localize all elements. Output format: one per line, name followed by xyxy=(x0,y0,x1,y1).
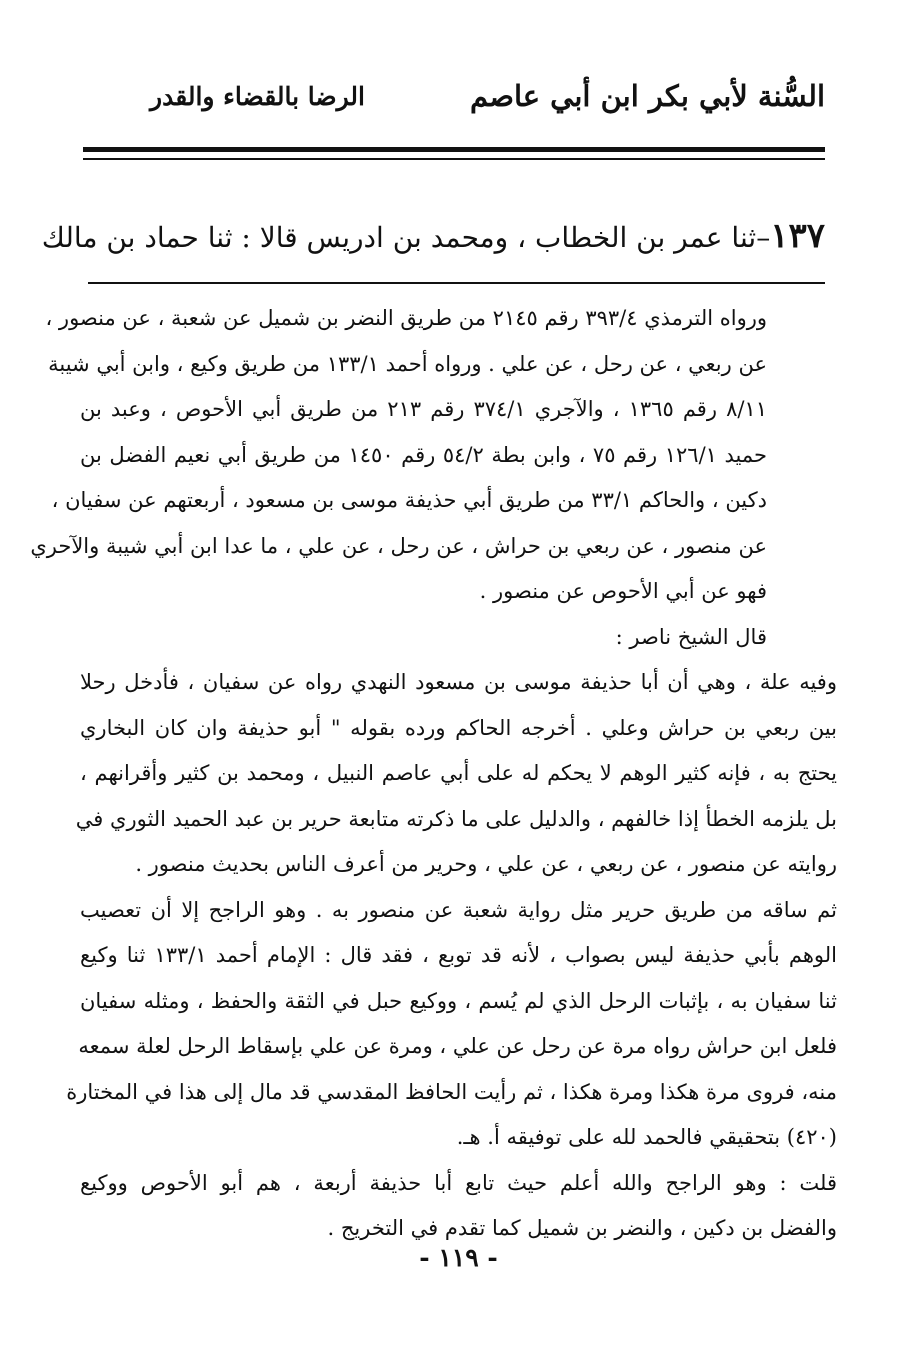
text-line: ثنا سفيان به ، بإثبات الرحل الذي لم يُسم ، ووكيع حبل في الثقة والحفظ ، ومثله سفيان xyxy=(80,988,837,1013)
text-line: ثم ساقه من طريق حرير مثل رواية شعبة عن منصور به . وهو الراجح إلا أن تعصيب xyxy=(80,897,837,922)
text-line: حميد ١٢٦/١ رقم ٧٥ ، وابن بطة ٥٤/٢ رقم ١٤٥٠ من طريق أبي نعيم الفضل بن xyxy=(80,442,767,467)
text-line: بين ربعي بن حراش وعلي . أخرجه الحاكم ورده بقوله " أبو حذيفة وان كان البخاري xyxy=(80,715,837,740)
text-line: عن منصور ، عن ربعي بن حراش ، عن رحل ، عن علي ، ما عدا ابن أبي شيبة والآحري xyxy=(30,533,767,558)
hadith-heading xyxy=(41,216,825,257)
text-line: فهو عن أبي الأحوص عن منصور . xyxy=(479,579,767,603)
text-line: وفيه علة ، وهي أن أبا حذيفة موسى بن مسعود النهدي رواه عن سفيان ، فأدخل رحلا xyxy=(80,670,837,694)
text-line: (٤٢٠) بتحقيقي فالحمد لله على توفيقه أ. هـ. xyxy=(456,1125,837,1149)
hadith-rule xyxy=(88,282,825,284)
text-line: منه، فروى مرة هكذا ومرة هكذا ، ثم رأيت الحافظ المقدسي قد مال إلى هذا في المختارة xyxy=(66,1079,837,1104)
text-line: فلعل ابن حراش رواه مرة عن رحل عن علي ، ومرة عن علي بإسقاط الرحل لعلة سمعه xyxy=(78,1034,837,1058)
header-rule-thin xyxy=(83,158,825,160)
header-rule-thick xyxy=(83,147,825,152)
text-line: ٨/١١ رقم ١٣٦٥ ، والآجري ٣٧٤/١ رقم ٢١٣ من طريق أبي الأحوص ، وعبد بن xyxy=(80,397,767,421)
text-line: قال الشيخ ناصر : xyxy=(615,624,767,649)
page-number: - ١١٩ - xyxy=(419,1243,498,1272)
chapter-title: الرضا بالقضاء والقدر xyxy=(150,81,365,111)
text-line: بل يلزمه الخطأ إذا خالفهم ، والدليل على ما ذكرته متابعة حرير بن عبد الحميد الثوري في xyxy=(75,806,837,831)
text-line: قلت : وهو الراجح والله أعلم حيث تابع أبا حذيفة أربعة ، هم أبو الأحوص ووكيع xyxy=(80,1170,837,1195)
text-line: دكين ، والحاكم ٣٣/١ من طريق أبي حذيفة موسى بن مسعود ، أربعتهم عن سفيان ، xyxy=(51,488,767,512)
book-title: السُّنة لأبي بكر ابن أبي عاصم xyxy=(470,79,825,113)
text-line: يحتج به ، فإنه كثير الوهم لا يحكم له على أبي عاصم النبيل ، ومحمد بن كثير وأقرانهم ، xyxy=(80,761,838,785)
hadith-number: ١٣٧ xyxy=(770,216,825,256)
hadith-text: –ثنا عمر بن الخطاب ، ومحمد بن ادريس قالا : ثنا حماد بن مالك xyxy=(41,221,771,254)
text-line: الوهم بأبي حذيفة ليس بصواب ، لأنه قد توبع ، فقد قال : الإمام أحمد ١٣٣/١ ثنا وكيع xyxy=(80,943,838,967)
text-line: روايته عن منصور ، عن ربعي ، عن علي ، وحرير من أعرف الناس بحديث منصور . xyxy=(135,852,837,876)
running-header xyxy=(150,68,825,124)
text-line: ورواه الترمذي ٣٩٣/٤ رقم ٢١٤٥ من طريق النضر بن شميل عن شعبة ، عن منصور ، xyxy=(45,306,767,330)
text-line: عن ربعي ، عن رحل ، عن علي . ورواه أحمد ١٣٣/١ من طريق وكيع ، وابن أبي شيبة xyxy=(48,351,767,376)
commentary-body xyxy=(30,296,838,1252)
text-line: والفضل بن دكين ، والنضر بن شميل كما تقدم في التخريج . xyxy=(327,1216,837,1240)
